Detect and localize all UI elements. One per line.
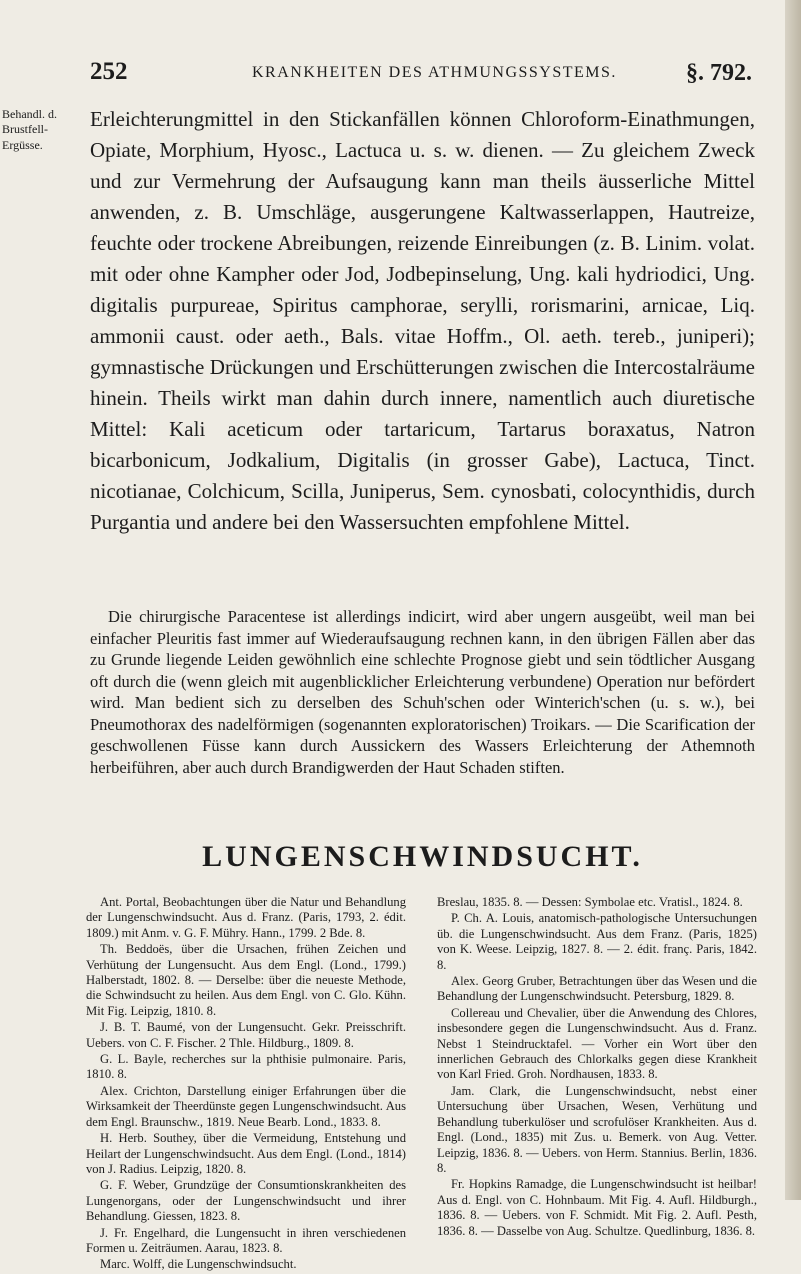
bib-entry: Th. Beddoës, über die Ursachen, frühen Zeichen und Verhütung der Lungensucht. Aus dem Engl. (Lond., 1799.) Halberstadt, 1802. 8. — Derselbe: über die neueste Methode, die Schwindsucht zu heilen. Aus dem Engl. von C. Glo. Kühn. Mit Fig. Leipzig, 1810. 8. <box>86 942 406 1018</box>
bib-entry: Alex. Crichton, Darstellung einiger Erfahrungen über die Wirksamkeit der Theerdünste gegen Lungenschwindsucht. Aus dem Engl. Braunschw., 1819. Neue Bearb. Lond., 1833. 8. <box>86 1083 406 1129</box>
bib-entry: G. L. Bayle, recherches sur la phthisie pulmonaire. Paris, 1810. 8. <box>86 1052 406 1082</box>
page-header <box>90 58 758 88</box>
bibliography-left-column <box>86 895 406 1274</box>
bib-entry: J. Fr. Engelhard, die Lungensucht in ihren verschiedenen Formen u. Zeiträumen. Aarau, 1823. 8. <box>86 1225 406 1255</box>
bib-entry: Collereau und Chevalier, über die Anwendung des Chlores, insbesondere gegen die Lungenschwindsucht. Aus d. Franz. Nebst 1 Steindrucktafel. — Vorher ein Wort über den innerlichen Gebrauch des Chlorkalks gegen diese Krankheit von Karl Fried. Groh. Nordhausen, 1833. 8. <box>437 1005 757 1082</box>
page-number: 252 <box>90 58 128 85</box>
section-number: §. 792. <box>686 60 752 86</box>
bib-entry: Fr. Hopkins Ramadge, die Lungenschwindsucht ist heilbar! Aus d. Engl. von C. Hohnbaum. Mit Fig. 4. Aufl. Hildburgh., 1836. 8. — Uebers. von F. Schmidt. Mit Fig. 2. Aufl. Pesth, 1836. 8. — Dasselbe von Aug. Schultze. Quedlinburg, 1836. 8. <box>437 1177 757 1238</box>
bib-entry: J. B. T. Baumé, von der Lungensucht. Gekr. Preisschrift. Uebers. von C. F. Fischer. 2 Thle. Hildburg., 1809. 8. <box>86 1020 406 1050</box>
bib-entry: H. Herb. Southey, über die Vermeidung, Entstehung und Heilart der Lungenschwindsucht. Aus dem Engl. (Lond., 1814) von J. Radius. Leipzig, 1820. 8. <box>86 1131 406 1176</box>
bib-entry: G. F. Weber, Grundzüge der Consumtionskrankheiten des Lungenorgans, oder der Lungenschwindsucht und ihrer Behandlung. Giessen, 1823. 8. <box>86 1178 406 1224</box>
main-paragraph: Erleichterungmittel in den Stickanfällen können Chloroform-Einathmungen, Opiate, Morphium, Hyosc., Lactuca u. s. w. dienen. — Zu gleichem Zweck und zur Vermehrung der Aufsaugung kann man theils äusserliche Mittel anwenden, z. B. Umschläge, ausgerungene Kaltwasserlappen, Hautreize, feuchte oder trockene Abreibungen, reizende Einreibungen (z. B. Linim. volat. mit oder ohne Kampher oder Jod, Jodbepinselung, Ung. kali hydriodici, Ung. digitalis purpureae, Spiritus camphorae, serylli, rorismarini, arnicae, Liq. ammonii caust. oder aeth., Bals. vitae Hoffm., Ol. aeth. tereb., juniperi); gymnastische Drückungen und Erschütterungen zwischen die Intercostalräume hinein. Theils wirkt man dahin durch innere, namentlich auch diuretische Mittel: Kali aceticum oder tartaricum, Tartarus boraxatus, Natron bicarbonicum, Jodkalium, Digitalis (in grosser Gabe), Lactuca, Tinct. nicotianae, Colchicum, Scilla, Juniperus, Sem. cynosbati, colocynthidis, durch Purgantia und andere bei den Wassersuchten empfohlene Mittel. <box>90 107 755 534</box>
bib-entry: P. Ch. A. Louis, anatomisch-pathologische Untersuchungen üb. die Lungenschwindsucht. Aus dem Franz. (Paris, 1825) von K. Weese. Leipzig, 1827. 8. — 2. édit. franç. Paris, 1842. 8. <box>437 911 757 972</box>
running-title: KRANKHEITEN DES ATHMUNGSSYSTEMS. <box>252 64 617 81</box>
section-title: LUNGENSCHWINDSUCHT. <box>202 840 643 873</box>
bibliography-right-column <box>437 895 757 1240</box>
bib-entry: Marc. Wolff, die Lungenschwindsucht. <box>100 1257 297 1272</box>
bib-entry: Alex. Georg Gruber, Betrachtungen über das Wesen und die Behandlung der Lungenschwindsucht. Petersburg, 1829. 8. <box>437 974 757 1004</box>
margin-note-2: Ergüsse. <box>2 138 43 152</box>
bib-entry: Ant. Portal, Beobachtungen über die Natur und Behandlung der Lungenschwindsucht. Aus d. Franz. (Paris, 1793, 2. édit. 1809.) mit Anm. v. G. F. Mühry. Hann., 1799. 2 Bde. 8. <box>86 895 406 940</box>
margin-note-1: Behandl. d. Brustfell- <box>2 107 57 136</box>
small-print-paragraph: Die chirurgische Paracentese ist allerdings indicirt, wird aber ungern ausgeübt, weil man bei einfacher Pleuritis fast immer auf Wiederaufsaugung rechnen kann, in den übrigen Fällen aber das zu Grunde liegende Leiden gewöhnlich eine schlechte Prognose giebt und sein tödtlicher Ausgang oft durch die (wenn gleich mit augenblicklicher Erleichterung verbundene) Operation nur befördert wird. Man bedient sich zu derselben des Schuh'schen oder Winterich'schen (u. s. w.), bei Pneumothorax des nadelförmigen (sogenannten exploratorischen) Troikars. — Die Scarification der geschwollenen Füsse kann durch Aussickern des Wassers Erleichterung der Athemnoth herbeiführen, aber auch durch Brandigwerden der Haut Schaden stiften. <box>90 607 755 777</box>
bib-entry: Jam. Clark, die Lungenschwindsucht, nebst einer Untersuchung über Ursachen, Wesen, Verhütung und Behandlung tuberkulöser und scrofulöser Krankheiten. Aus d. Engl. (Lond., 1835) mit Zus. u. Bemerk. von Aug. Vetter. Leipzig, 1836. 8. — Uebers. von Herm. Stannius. Berlin, 1836. 8. <box>437 1083 757 1175</box>
page-edge <box>785 0 801 1200</box>
bib-entry: Breslau, 1835. 8. — Dessen: Symbolae etc. Vratisl., 1824. 8. <box>437 895 743 909</box>
